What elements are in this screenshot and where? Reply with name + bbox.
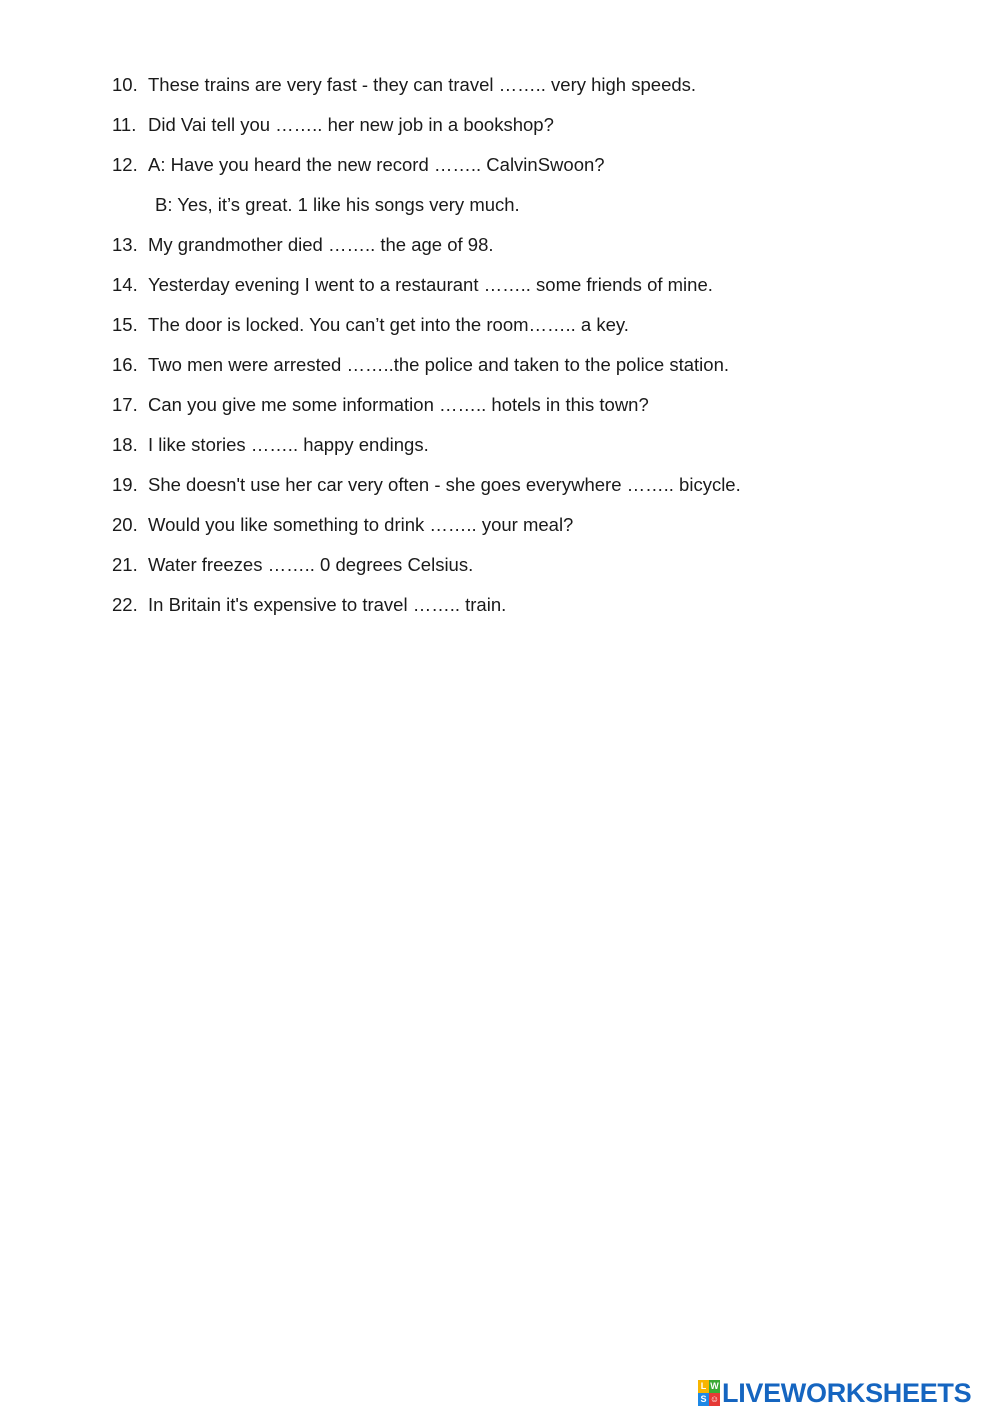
question-text: These trains are very fast - they can travel …….. very high speeds.: [148, 74, 697, 95]
question-number: 15.: [112, 314, 138, 335]
logo-tile: ☺: [709, 1394, 720, 1404]
question-17: [112, 391, 972, 431]
question-text: B: Yes, it’s great. 1 like his songs very much.: [155, 194, 520, 215]
question-number: 12.: [112, 154, 138, 175]
question-number: 13.: [112, 234, 138, 255]
question-number: 18.: [112, 434, 138, 455]
question-12: [112, 151, 972, 191]
logo-text: LIVEWORKSHEETS: [722, 1378, 972, 1408]
question-11: [112, 111, 972, 151]
question-22: [112, 591, 972, 631]
question-text: My grandmother died …….. the age of 98.: [148, 234, 494, 255]
question-number: 21.: [112, 554, 138, 575]
question-number: 20.: [112, 514, 138, 535]
logo-tile: S: [698, 1393, 709, 1406]
question-text: Two men were arrested ……..the police and taken to the police station.: [148, 354, 730, 375]
logo-mark-icon: [698, 1380, 720, 1406]
question-text: I like stories …….. happy endings.: [148, 434, 429, 455]
question-19: [112, 471, 972, 511]
question-number: 19.: [112, 474, 138, 495]
question-number: 16.: [112, 354, 138, 375]
liveworksheets-logo: [698, 1376, 971, 1410]
question-text: Yesterday evening I went to a restaurant …….. some friends of mine.: [148, 274, 713, 295]
question-20: [112, 511, 972, 551]
question-15: [112, 311, 972, 351]
question-text: Did Vai tell you …….. her new job in a bookshop?: [148, 114, 554, 135]
question-number: 10.: [112, 74, 138, 95]
question-12-reply: [112, 191, 972, 231]
question-number: 22.: [112, 594, 138, 615]
question-text: Water freezes …….. 0 degrees Celsius.: [148, 554, 474, 575]
question-number: 17.: [112, 394, 138, 415]
question-text: She doesn't use her car very often - she goes everywhere …….. bicycle.: [148, 474, 741, 495]
question-text: Can you give me some information …….. hotels in this town?: [148, 394, 649, 415]
question-14: [112, 271, 972, 311]
question-list: [112, 71, 972, 631]
logo-tile: W: [710, 1381, 719, 1391]
question-text: The door is locked. You can’t get into the room…….. a key.: [148, 314, 629, 335]
question-18: [112, 431, 972, 471]
question-text: In Britain it's expensive to travel …….. train.: [148, 594, 507, 615]
question-13: [112, 231, 972, 271]
question-text: A: Have you heard the new record …….. CalvinSwoon?: [148, 154, 605, 175]
question-number: 11.: [112, 114, 137, 135]
question-10: [112, 71, 972, 111]
question-number: 14.: [112, 274, 138, 295]
question-16: [112, 351, 972, 391]
question-text: Would you like something to drink …….. your meal?: [148, 514, 574, 535]
logo-tile: L: [698, 1380, 709, 1393]
question-21: [112, 551, 972, 591]
